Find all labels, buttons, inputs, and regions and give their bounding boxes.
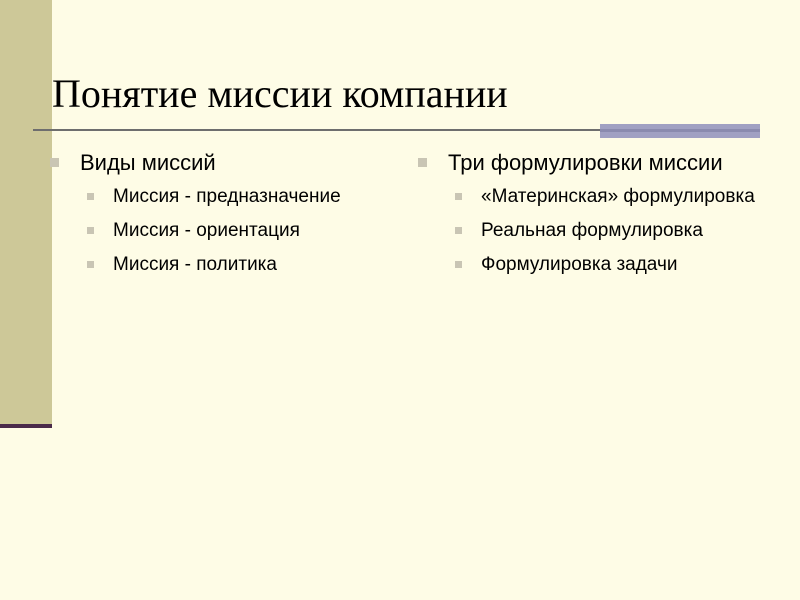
left-heading: Виды миссий <box>80 150 216 175</box>
right-heading: Три формулировки миссии <box>448 150 723 175</box>
list-item <box>416 218 756 243</box>
list-item-text: Формулировка задачи <box>481 254 678 275</box>
left-bar-bottom-edge <box>0 424 52 428</box>
square-bullet-icon <box>50 158 59 167</box>
list-item <box>48 184 378 209</box>
list-item <box>48 218 378 243</box>
square-bullet-icon <box>87 261 94 268</box>
square-bullet-icon <box>455 227 462 234</box>
slide-title: Понятие миссии компании <box>52 71 508 116</box>
right-heading-item <box>416 147 756 178</box>
list-item <box>416 252 756 277</box>
list-item-text: Миссия - политика <box>113 254 277 275</box>
square-bullet-icon <box>455 193 462 200</box>
left-heading-item <box>48 147 378 178</box>
square-bullet-icon <box>87 227 94 234</box>
square-bullet-icon <box>455 261 462 268</box>
left-decorative-bar <box>0 0 52 426</box>
list-item <box>48 252 378 277</box>
square-bullet-icon <box>87 193 94 200</box>
list-item <box>416 184 756 209</box>
list-item-text: «Материнская» формулировка <box>481 186 755 207</box>
title-underline-accent <box>600 124 760 138</box>
right-column <box>416 147 756 286</box>
list-item-text: Миссия - предназначение <box>113 186 341 207</box>
square-bullet-icon <box>418 158 427 167</box>
list-item-text: Миссия - ориентация <box>113 220 300 241</box>
left-column <box>48 147 378 286</box>
list-item-text: Реальная формулировка <box>481 220 703 241</box>
